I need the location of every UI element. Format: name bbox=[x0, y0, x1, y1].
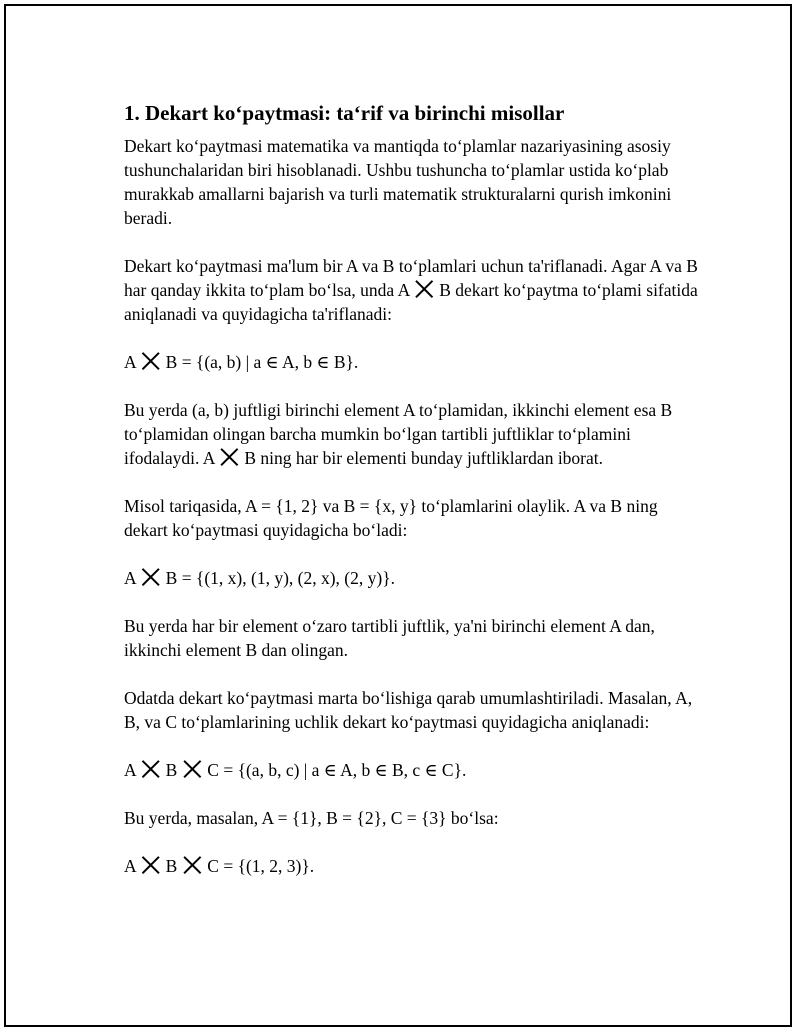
paragraph-definition-part-2: B dekart ko‘paytma to‘plami sifatida aniqlanadi va quyidagicha ta'riflanadi: bbox=[124, 280, 698, 324]
section-title: 1. Dekart ko‘paytmasi: ta‘rif va birinchi misollar bbox=[124, 101, 565, 125]
cartesian-product-symbol: ⨉ bbox=[414, 278, 434, 304]
formula-definition-a: A bbox=[124, 352, 136, 372]
paragraph-example: Misol tariqasida, A = {1, 2} va B = {x, y} to‘plamlarini olaylik. A va B ning dekart ko‘paytmasi quyidagicha bo‘ladi: bbox=[124, 496, 658, 540]
cartesian-product-symbol: ⨉ bbox=[219, 446, 239, 472]
paragraph-generalization: Odatda dekart ko‘paytmasi marta bo‘lishiga qarab umumlashtiriladi. Masalan, A, B, va C to‘plamlarining uchlik dekart ko‘paytmasi quyidagicha aniqlanadi: bbox=[124, 688, 693, 732]
paragraph-explanation-part-2: B ning har bir elementi bunday juftliklardan iborat. bbox=[244, 448, 604, 468]
formula-triple-example-b: B bbox=[165, 856, 178, 876]
cartesian-product-symbol: ⨉ bbox=[141, 758, 161, 784]
cartesian-product-symbol: ⨉ bbox=[182, 758, 202, 784]
formula-example-b: B = {(1, x), (1, y), (2, x), (2, y)}. bbox=[165, 568, 395, 588]
paragraph-triple-example: Bu yerda, masalan, A = {1}, B = {2}, C = {3} bo‘lsa: bbox=[124, 808, 499, 828]
paragraph-intro: Dekart ko‘paytmasi matematika va mantiqda to‘plamlar nazariyasining asosiy tushunchalaridan biri hisoblanadi. Ushbu tushuncha to‘plamlar ustida ko‘plab murakkab amallarni bajarish va turli matematik strukturalarni qurish imkonini beradi. bbox=[124, 136, 672, 228]
formula-triple-example-a: A bbox=[124, 856, 136, 876]
formula-triple-a: A bbox=[124, 760, 136, 780]
formula-triple-definition bbox=[124, 758, 704, 782]
page-border bbox=[4, 4, 792, 1027]
cartesian-product-symbol: ⨉ bbox=[141, 854, 161, 880]
formula-triple-example bbox=[124, 854, 704, 878]
formula-example bbox=[124, 566, 704, 590]
formula-definition-b: B = {(a, b) | a ∈ A, b ∈ B}. bbox=[165, 352, 359, 372]
formula-example-a: A bbox=[124, 568, 136, 588]
paragraph-example-note: Bu yerda har bir element o‘zaro tartibli juftlik, ya'ni birinchi element A dan, ikkinchi element B dan olingan. bbox=[124, 616, 655, 660]
formula-triple-example-c: C = {(1, 2, 3)}. bbox=[207, 856, 315, 876]
formula-triple-c: C = {(a, b, c) | a ∈ A, b ∈ B, c ∈ C}. bbox=[207, 760, 467, 780]
paragraph-definition bbox=[124, 254, 704, 326]
cartesian-product-symbol: ⨉ bbox=[141, 566, 161, 592]
cartesian-product-symbol: ⨉ bbox=[182, 854, 202, 880]
paragraph-explanation bbox=[124, 398, 704, 470]
cartesian-product-symbol: ⨉ bbox=[141, 350, 161, 376]
paragraph-definition-part-1: Dekart ko‘paytmasi ma'lum bir A va B to‘plamlari uchun ta'riflanadi. Agar A va B har qanday ikkita to‘plam bo‘lsa, unda A bbox=[124, 256, 698, 300]
document-content bbox=[124, 100, 704, 902]
paragraph-explanation-part-1: Bu yerda (a, b) juftligi birinchi element A to‘plamidan, ikkinchi element esa B to‘plamidan olingan barcha mumkin bo‘lgan tartibli juftliklar to‘plamini ifodalaydi. A bbox=[124, 400, 673, 468]
formula-triple-b: B bbox=[165, 760, 178, 780]
formula-definition bbox=[124, 350, 704, 374]
